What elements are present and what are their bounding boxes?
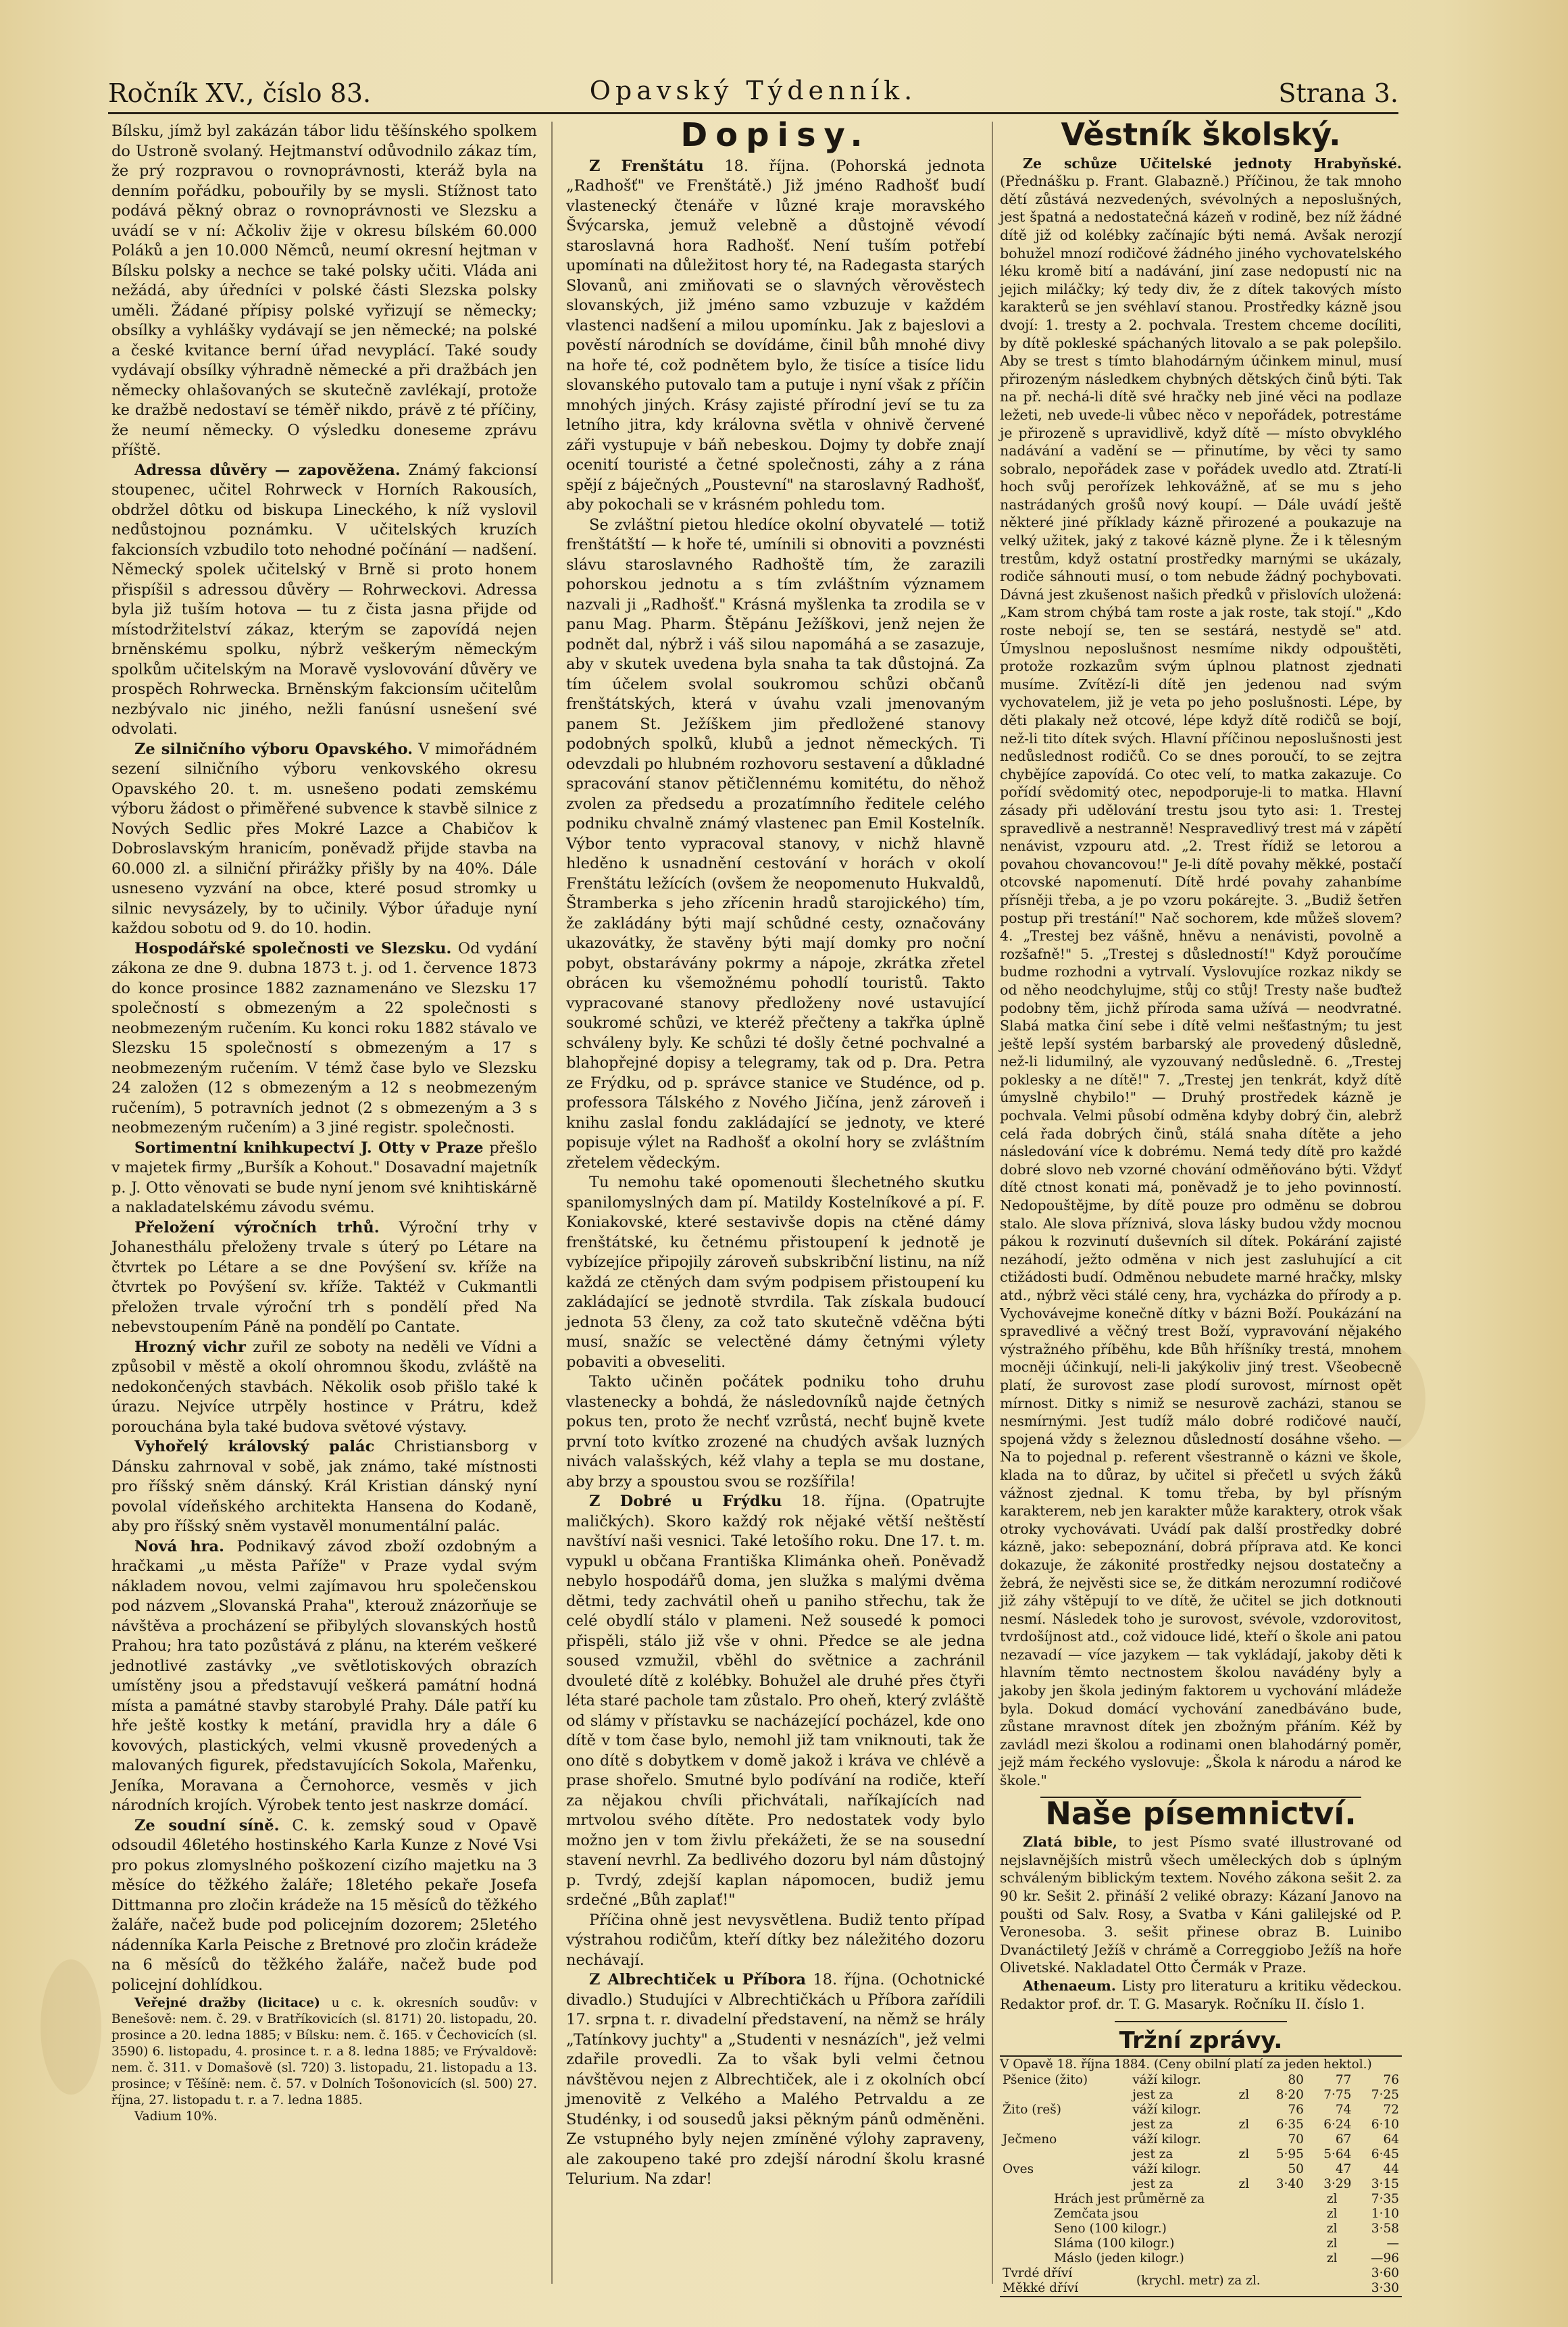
wood-soft: Měkké dříví	[1003, 2280, 1079, 2295]
newspaper-title: Opavský Týdenník.	[589, 76, 917, 105]
news-item	[111, 1537, 537, 1816]
literature-item	[1000, 1833, 1402, 1977]
table-row	[1000, 2132, 1402, 2147]
auctions-text: u c. k. okresních soudův: v Benešově: nem. č. 29. v Bratříkovicích (sl. 8171) 20. listopadu, 20. prosince a 20. ledna 1885; v Bílsku: nem. č. 165. v Čechovicích (sl. 3590) 6. listopadu, 4. prosince t. r. a 8. ledna 1885; ve Frývaldově: nem. č. 311. v Domašově (sl. 720) 3. listopadu, 21. listopadu a 13. prosince; v Těšíně: nem. č. 57. v Dolních Tošonovicích (sl. 500) 27. října, 27. listopadu t. r. a 7. ledna 1885.	[111, 1996, 537, 2107]
table-cell: 8·20	[1275, 2087, 1304, 2102]
item-lead: Hospodářské společnosti ve Slezsku.	[134, 939, 452, 957]
item-text: Výroční trhy v Johanesthálu přeloženy trvale s úterý po Létare na čtvrtek po Létare a se dne Povýšení sv. kříže na čtvrtek po Povýšení sv. kříže. Taktéž v Cukmantli přeložen trvale výroční trh s pondělí před Na nebevstoupením Páně na pondělí po Cantate.	[111, 1218, 538, 1336]
wood-hard-price: 3·60	[1371, 2266, 1399, 2280]
column-left	[111, 122, 537, 2125]
table-cell: Oves	[1003, 2161, 1034, 2176]
table-cell: 1·10	[1371, 2206, 1399, 2221]
table-row	[1000, 2103, 1402, 2118]
item-text: zuřil ze soboty na neděli ve Vídni a způsobil v městě a okolí ohromnou škodu, zvláště na nedokončených stavbách. Několik osob přišlo také k úrazu. Nejvíce utrpěly hostince v Prátru, kdež porouchána byla také budova světové výstavy.	[111, 1338, 537, 1436]
table-cell	[1236, 2073, 1259, 2088]
item-lead: Ze soudní síně.	[134, 1816, 280, 1834]
item-lead: Z Dobré u Frýdku	[589, 1493, 782, 1510]
item-text: Takto učiněn počátek podniku toho druhu vlastenecky a bohdá, že následovníků najde četných pokus ten, proto že nechť vzrůstá, nechť bujně kvete první toto kvítko zrozené na chudých avšak luzných nivách valašských, kéž vlahy a tepla se mu dostane, aby brzy a spoustou svou se rozšířila!	[566, 1373, 985, 1491]
table-row	[1000, 2192, 1402, 2207]
table-row	[1000, 2073, 1402, 2088]
news-item	[111, 461, 537, 740]
item-text: Christiansborg v Dánsku zahrnoval v sobě, jak známo, také místnosti pro říšský sněm dánský. Král Kristian dánský nyní povolal vídeňského architekta Hansena do Kodaně, aby pro říšský sněm vystavěl monumentální palác.	[111, 1438, 537, 1535]
table-cell: 44	[1383, 2161, 1399, 2176]
news-item	[111, 1218, 537, 1338]
item-text: Známý fakcionsí stoupenec, učitel Rohrweck v Horních Rakousích, obdržel dôtku od biskupa Lineckého, k níž vyslovil nedůstojnou poznámku. V učitelských kruzích fakcionsích vzbudilo toto nehodné počínání — nadšení. Německý spolek učitelský v Brně si proto honem přispíšil s adressou důvěry — Rohrweckovi. Adressa byla již tuším hotova — tu z čista jasna přijde od místodržitelství zákaz, kterým se zapovídá nejen brněnskému spolku, nýbrž veškerým německým spolkům učitelským na Moravě vyslovování důvěry ve prospěch Rohrwecka. Brněnským fakcionsím učitelům nezbývalo nic jiného, nežli fanúsní usnešení své odvolati.	[111, 461, 537, 738]
section-heading-school: Věstník školský.	[1061, 116, 1341, 153]
item-lead: Hrozný vichr	[134, 1338, 246, 1356]
table-cell: jest za	[1132, 2147, 1173, 2161]
item-text: 18. října. (Ochotnické divadlo.) Studujíci v Albrechtičkách u Příbora zařídili 17. srpna t. r. divadelní představení, na němž se hrály „Tatínkovy juchty" a „Studenti v nesnázích", jež velmi zdařile provedli. Za to však byli velmi četnou návštěvou nejen z Albrechtiček, ale i z okolních obcí jmenovitě z Velkého a Malého Petrvaldu a ze Studénky, i od sousedů jaksi pěkným pánů odměněni. Ze vstupného byly nejen zmíněné výlohy zapraveny, ale zakoupeno také pro zdejší národní školu krasné Telurium. Na zdar!	[566, 1971, 985, 2188]
literature-lead: Athenaeum.	[1023, 1977, 1116, 1994]
table-cell: zl	[1326, 2206, 1338, 2221]
table-cell: —96	[1370, 2251, 1399, 2266]
news-item	[111, 740, 537, 939]
table-cell: Hrách jest průměrně za	[1054, 2191, 1205, 2206]
literature-item	[1000, 1977, 1402, 2013]
item-text: Příčina ohně jest nevysvětlena. Budiž tento případ výstrahou rodičům, kteří dítky bez náležitého dozoru nechávají.	[566, 1911, 985, 1969]
item-text: Podnikavý závod zboží ozdobným a hračkami „u města Paříže" v Praze vydal svým nákladem novou, velmi zajímavou hru společenskou pod názvem „Slovanská Praha", kterouž znázorňuje se návštěva a procházení se přibylých slovanských hostů Prahou; hra tato pozůstává z plánu, na kterém veškeré jednotlivé zastávky „ve světlotiskových obrazích umístěny jsou a představují veškerá památní hodná místa a památné stavby starobylé Prahy. Dále patří ku hře ještě kostky k metání, pravidla hry a dále 6 kovových, plastických, velmi vkusně provedených a malovaných figurek, představujících Sokola, Mařenku, Jeníka, Moravana a Černohorce, vesměs v jich národních krojích. Výrobek tento jest naskrze domácí.	[111, 1537, 538, 1814]
page-number: Strana 3.	[1278, 78, 1398, 108]
literature-text: Listy pro literaturu a kritiku vědeckou. Redaktor prof. dr. T. G. Masaryk. Ročníku II. číslo 1.	[1000, 1977, 1402, 2012]
item-text: 18. října. (Opatrujte maličkých). Skoro každý rok nějaké větší neštěstí navštíví naši vesnici. Také letošího roku. Dne 17. t. m. vypukl u občana Františka Klimánka oheň. Poněvadž nebylo hospodářů doma, jen služka s malými dvěma dětmi, tedy zachvátil oheň u paniho střechu, tak že celé obydlí stálo v plameni. Než sousedé k pomoci přispěli, stálo již vše v ohni. Předce se ale jedna soused vzmužil, vběhl do světnice a zachránil dvouleté dítě z kolébky. Bohužel ale druhé přes čtyři léta staré pachole tam zůstalo. Pro oheň, který zvláště od slámy v přístavku se nacházející pocházel, kde ono dítě v tom čase bylo, nemohl již tam vniknouti, tak že ono dítě s dobytkem v domě jakož i kráva ve chlévě a prase shořelo. Smutné bylo podívání na rodiče, kteří za nějakou chvíli přichvátali, naříkajících nad mrtvolou svého dítěte. Pro nedostatek vody bylo možno jen v tom živlu překážeti, že se na sousední stavení nevrhl. Za bedlivého dozoru byl nám důstojný p. Tvrdý, zdejší kaplan nápomocen, budiž jemu srdečné „Bůh zaplať!"	[566, 1493, 985, 1909]
page-header	[108, 73, 1398, 114]
table-cell: jest za	[1132, 2117, 1173, 2132]
auctions-lead: Veřejné dražby (licitace)	[134, 1996, 320, 2010]
news-item	[111, 1437, 537, 1537]
table-row	[1000, 2251, 1402, 2266]
table-cell: Ječmeno	[1003, 2132, 1057, 2147]
table-cell: 3·40	[1275, 2176, 1304, 2191]
item-lead: Vyhořelý královský palác	[134, 1438, 375, 1455]
table-cell	[1000, 2118, 1130, 2132]
table-cell: Máslo (jeden kilogr.)	[1054, 2251, 1184, 2266]
letters	[566, 157, 985, 2190]
table-cell: zl	[1238, 2087, 1250, 2102]
school-text: (Přednášku p. Frant. Glabazně.) Příčinou, že tak mnoho dětí zůstává nezvedených, svévolných a neposlušných, jest špatná a nedostatečná kázeň v rodině, bez níž žádné dítě již od kolébky začínajíc býti nemá. Avšak nerozjí bohužel mnozí rodičové žádného jiného vychovatelského léku kromě bití a nadávání, jiní zase nedopustí nic na jejich miláčky; ký tedy div, že z dítek takových místo karakterů se jen svéhlaví stanou. Prostředky kázně jsou dvojí: 1. tresty a 2. pochvala. Trestem chceme docíliti, by dítě pokleské spáchaných litovalo a se pak polepšilo. Aby se trest s tímto blahodárným účinkem minul, musí přirozeným následkem chybných dětských činů býti. Tak na př. nechá-li dítě své hračky neb jiné věci na podlaze ležeti, neb uvede-li vůbec něco v nepořádek, potrestáme je přirozeně s upravidlivě, když dítě — místo obvyklého nadávání a vadění se — přinutíme, by věci ty samo sobralo, nepořádek zase v pořádek uvedlo atd. Ztratí-li hoch svůj perořízek lehkovážně, ať se mu s jeho nastrádaných grošů nový koupí. — Dále uvádí ještě některé jiné příklady kázně přirozené a poukazuje na velký užitek, jaký z takové kázně plyne. Že i k tělesným trestům, když ostatní prostředky marnými se ukázaly, rodiče sáhnouti musí, o tom nebude žádný pochybovati. Dávná jest zkušenost našich předků v přislovích uložená: „Kam strom chýbá tam roste a jak roste, tak stojí." „Kdo roste nebojí se, ten se sestárá, nestydě se" atd. Úmyslnou neposlušnost nesmíme nikdy odpouštěti, protože rozkazům svým úplnou platnost zjednati musíme. Zvítězí-li dítě jen jedenou nad svým vychovatelem, již je veta po jeho poslušnosti. Lépe, by děti plakaly než otcové, lépe když dítě rodičů se bojí, než-li tito dítek svých. Hlavní příčinou neposlušnosti jest nedůslednost rodičů. Co se dnes poroučí, to se zejtra chybějíce zapovídá. Co otec velí, to matka zakazuje. Co pořídí svědomitý otec, nepodporuje-li to matka. Hlavní zásady při udělování trestu jsou tyto asi: 1. Trestej spravedlivě a nestranně! Nespravedlivý trest má v zápětí nenávist, vzpouru atd. „2. Trest řídiž se letorou a povahou chovancovou!" Je-li dítě povahy měkké, postačí otcovské napomenutí. Dítě hrdé povahy zahanbíme přísněji třeba, a je po vzoru pokárejte. 3. „Budiž šetřen postup při trestání!" Nač sochorem, kde můžeš slovem? 4. „Trestej bez vášně, hněvu a nenávisti, povolně a rozšafně!" 5. „Trestej s důsledností!" Když poroučíme budme rozhodni a vytrvalí. Vyslovujíce rozkaz nikdy se od něho neodchylujme, stůj co stůj! Tresty naše buďtež podobny těm, jichž příroda sama užívá — neodvratné. Slabá matka činí sebe i dítě velmi nešťastným; tu jest ještě lepší systém barbarský ale provedený důsledně, než-li lidumilný, ale vyzouvaný nedůsledně. 6. „Trestej poklesky a ne dítě!" 7. „Trestej jen tenkrát, když dítě úmyslně chybilo!" — Druhý prostředek kázně je pochvala. Velmi působí odměna kdyby dobrý čin, alebrž celá řada dobrých činů, stálá snaha dítěte a jeho následování více k dobrému. Nemá tedy dítě pro každé dobré slovo neb vzorné chování odměňováno býti. Vždyť dítě ctnost konati má, poněvadž je to jeho povinností. Nedopouštějme, by dítě pouze pro odměnu se dobrou stalo. Ale slova příznivá, slova lásky budou vždy mocnou pákou k rozvinutí duševních sil dítek. Pokárání zajisté nezáhodí, ježto odměna v nich jest zasluhující a cit ctižádosti budí. Odměnou nebudete marné hračky, mlsky atd., nýbrž věci stálé ceny, hra, vycházka do přírody a p. Vychovávejme konečně dítky v bázni Boží. Poukázání na spravedlivé a věčný trest Boží, vypravování nějakého výstražného příběhu, kde Bůh hříšníky trestá, mnohem mocněji účinkují, neli-li jakýkoliv jiný trest. Všeobecně platí, že surovost zase plodí surovost, mírnost opět mírnost. Ditky s nimiž se nesurově zacházi, stanou se nesmírnými. Jest tudíž málo dobré rodičové naučí, spojená vždy s železnou důsledností dosáhne všeho. — Na to pojednal p. referent všestranně o kázni ve škole, klada na to důraz, by učitel si přečetl u svých žáků vážnost zjednal. K tomu třeba, by byl přísným karakterem, neb jen karakter může karaktery, otrok však otroky vychovávati. Uvádí pak další prostředky dobré kázně, jako: sebepoznání, dobrá příprava atd. Ke konci dokazuje, že zákonité prostředky nejsou dostatečny a žebrá, že nejvěsti sice se, že ditkám nerozumní rodičové již záhy vštěpují to ve dítě, že učitel se jich dotknouti nesmí. Následek toho je surovost, svévole, vzdorovitost, tvrdošíjnost atd., což vidouce lidé, kteří o škole ani patou nezavadí — více jazykem — tak vykládají, jakoby děti k hlavním těmto nectnostem školou navádény byly a jakoby jen škola jediným faktorem u vychování mládeže byla. Dokud domácí vychování zanedbáváno bude, zůstane mravnost dítek jen zbožným přáním. Kéž by zavládl mezi školou a rodinami onen blahodárný poměr, jejž mám řeckého vyslovuje: „Škola k národu a národ ke škole."	[1000, 173, 1402, 1789]
table-row	[1000, 2162, 1402, 2177]
wood-prices	[1000, 2266, 1402, 2296]
literature-lead: Zlatá bible,	[1023, 1834, 1118, 1851]
vadium: Vadium 10%.	[134, 2109, 218, 2124]
table-cell	[1000, 2088, 1130, 2103]
table-row	[1000, 2266, 1402, 2281]
item-lead: Z Albrechtiček u Příbora	[589, 1971, 806, 1988]
table-cell: 50	[1288, 2161, 1304, 2176]
table-row	[1000, 2222, 1402, 2236]
news-item	[566, 1970, 985, 2190]
news-item	[111, 939, 537, 1139]
table-cell: 7·35	[1371, 2191, 1399, 2206]
news-item	[566, 516, 985, 1174]
market-report	[1000, 2055, 1402, 2297]
table-cell: 7·75	[1323, 2087, 1352, 2102]
wood-unit: (krychl. metr) za zl.	[1136, 2273, 1261, 2288]
table-cell: Sláma (100 kilogr.)	[1054, 2236, 1175, 2251]
table-row	[1000, 2147, 1402, 2162]
news-item	[566, 1372, 985, 1492]
table-cell	[1000, 2177, 1130, 2192]
table-cell: 64	[1383, 2132, 1399, 2147]
news-item	[111, 1816, 537, 1996]
column-middle	[566, 116, 985, 2190]
table-cell: 80	[1288, 2072, 1304, 2087]
news-item	[566, 1911, 985, 1971]
wood-hard: Tvrdé dříví	[1003, 2266, 1073, 2280]
table-cell	[1000, 2147, 1130, 2162]
table-cell: 6·24	[1323, 2117, 1352, 2132]
table-cell: Seno (100 kilogr.)	[1054, 2221, 1167, 2236]
section-heading-literature: Naše písemnictví.	[1045, 1795, 1357, 1832]
table-cell: váží kilogr.	[1132, 2072, 1201, 2087]
section-rule	[1115, 2021, 1287, 2022]
market-heading: Tržní zprávy.	[1119, 2027, 1283, 2055]
item-lead: Z Frenštátu	[589, 157, 704, 175]
table-cell: 76	[1288, 2102, 1304, 2117]
table-cell: 76	[1383, 2072, 1399, 2087]
table-cell: Pšenice (žito)	[1003, 2072, 1088, 2087]
item-text: V mimořádném sezení silničního výboru venkovského okresu Opavského 20. t. m. usnešeno podati zemskému výboru žádost o přiměřené subvence k stavbě silnice z Nových Sedlic přes Mokré Lazce a Chabičov k Dobroslavským hranicím, poněvadž přijde stavba na 60.000 zl. a silniční přirážky přišly by na 40%. Dále usneseno vyzvání na obce, které posud stromky u silnic nevysázely, by to učinily. Výbor úřaduje nyní každou sobotu od 9. do 10. hodin.	[111, 740, 538, 937]
table-cell: 6·10	[1371, 2117, 1399, 2132]
table-cell: jest za	[1132, 2176, 1173, 2191]
market-table	[1000, 2073, 1402, 2192]
table-cell: 5·64	[1323, 2147, 1352, 2161]
table-cell: zl	[1238, 2147, 1250, 2161]
item-lead: Adressa důvěry — zapověžena.	[134, 461, 401, 479]
auctions-notice	[111, 1995, 537, 2109]
school-lead: Ze schůze Učitelské jednoty Hrabyňské.	[1023, 155, 1402, 172]
table-row	[1000, 2118, 1402, 2132]
item-lead: Nová hra.	[134, 1537, 224, 1555]
table-cell: Zemčata jsou	[1054, 2206, 1139, 2221]
table-cell: 77	[1335, 2072, 1352, 2087]
table-row	[1000, 2236, 1402, 2251]
section-heading-letters: Dopisy.	[680, 116, 871, 154]
item-text: C. k. zemský soud v Opavě odsoudil 46letého hostinského Karla Kunze z Nové Vsi pro pokus zlomyslného poškození cizího majetku na 3 měsíce do těžkého žaláře; 18letého pekaře Josefa Dittmanna pro zločin krádeže na 15 měsíců do těžkého žaláře, načež bude pod policejním dozorem; 25letého nádenníka Karla Peische z Bretnové pro zločin krádeže na 6 měsíců do těžkého žaláře, načež bude pod policejní dohlídkou.	[111, 1816, 537, 1994]
market-extras-table	[1000, 2192, 1402, 2266]
item-text: Tu nemohu také opomenouti šlechetného skutku spanilomyslných dam pí. Matildy Kostelníkové a pí. F. Koniakovské, které sestavivše dopis na ctěné dámy frenštátské, ku četnému přistoupení k jednotě je vybízejíce připojily zároveň subskribční listinu, na níž každá ze ctěných dam svým podpisem přistoupení ku zakládající se jednotě stvrdila. Tak získala budoucí jednota 53 členy, za což tato skutečně vděčna býti musí, snažíc se velectěné dámy četnými výlety pobaviti a obveseliti.	[566, 1174, 985, 1371]
issue-number: Ročník XV., číslo 83.	[108, 78, 372, 108]
paper-stain	[41, 1959, 101, 2095]
table-cell: zl	[1326, 2251, 1338, 2266]
table-cell: zl	[1238, 2176, 1250, 2191]
table-cell: 6·45	[1371, 2147, 1399, 2161]
item-text: Od vydání zákona ze dne 9. dubna 1873 t. j. od 1. července 1873 do konce prosince 1882 zaznamenáno ve Slezsku 17 společností s obmezeným a 22 společnosti s neobmezeným ručením. Ku konci roku 1882 stávalo ve Slezsku 15 společností s obmezeným a 17 s neobmezeným ručením. V témž čase bylo ve Slezsku 24 založen (12 s obmezeným a 12 s neobmezeným ručením), 5 potravních jednot (2 s obmezeným a 3 s neobmezeným ručením) a 3 jiné registr. společnosti.	[111, 939, 537, 1136]
table-cell: váží kilogr.	[1132, 2161, 1201, 2176]
table-cell: jest za	[1132, 2087, 1173, 2102]
table-cell: 72	[1383, 2102, 1399, 2117]
header-rule	[108, 112, 1398, 114]
table-cell	[1236, 2103, 1259, 2118]
item-lead: Sortimentní knihkupectví J. Otty v Praze	[134, 1139, 484, 1157]
news-item	[111, 122, 537, 461]
wood-soft-price: 3·30	[1371, 2280, 1399, 2295]
column-divider	[992, 122, 993, 2284]
column-divider	[551, 122, 553, 2284]
table-row	[1000, 2207, 1402, 2222]
table-cell: zl	[1238, 2117, 1250, 2132]
table-cell: 67	[1335, 2132, 1352, 2147]
column-right	[1000, 116, 1402, 2297]
table-cell	[1236, 2162, 1259, 2177]
market-subhead: V Opavě 18. října 1884. (Ceny obilní platí za jeden hektol.)	[1000, 2057, 1372, 2072]
news-item	[566, 1173, 985, 1372]
table-cell: 7·25	[1371, 2087, 1399, 2102]
table-cell: zl	[1326, 2236, 1338, 2251]
table-cell	[1236, 2132, 1259, 2147]
school-report	[1000, 155, 1402, 1790]
literature-text: to jest Písmo svaté illustrované od nejslavnějších mistrů všech uměleckých dob s úplným schváleným biblickým textem. Nového zákona sešit 2. za 90 kr. Sešit 2. přináší 2 veliké obrazy: Kázaní Janovo na poušti od Salv. Rosy, a Svatba v Káni galilejské od P. Veronesoba. 3. sešit přinese obraz B. Luinibo Dvanáctiletý Ježíš v chrámě a Correggiobo Ježíš na hoře Olivetské. Nakladatel Otto Čermák v Praze.	[1000, 1834, 1402, 1976]
table-cell: váží kilogr.	[1132, 2102, 1201, 2117]
table-cell: 5·95	[1275, 2147, 1304, 2161]
table-cell: 3·15	[1371, 2176, 1399, 2191]
table-cell: váží kilogr.	[1132, 2132, 1201, 2147]
table-cell: zl	[1326, 2191, 1338, 2206]
item-lead: Přeložení výročních trhů.	[134, 1218, 380, 1236]
news-items	[111, 122, 537, 1995]
item-text: 18. října. (Pohorská jednota „Radhošť" ve Frenštátě.) Již jméno Radhošť budí vlastenecký čtenáře v lůzné kraje moravského Švýcarska, jemuž velebně a důstojně vévodí staroslavná hora Radhošť. Není tuším potřebí upomínati na důležitost hory té, na Radegasta starých Slovanů, ani zmiňovati se o slavných věrověstech slovanských, již jméno samo vzbuzuje v každém vlastenci nadšení a milou upomínku. Jak z bajeslovi a pověstí národních se dovídáme, činil bůh mnohé divy na hoře té, což podnětem bylo, že tisíce a tisíce lidu slovanského putovalo tam a putuje i nyní však z příčin mnohých jiných. Krásy zajisté přírodní jeví se tu za letního jitra, kdy královna světla v ohnivě červené záři vystupuje v báň nebeskou. Dojmy ty dobře znají ocenití touristé a četné společnosti, záhy a z rána spějí z báječných „Poustevní" na staroslavný Radhošť, aby pokochali se v krásném pohledu tom.	[566, 157, 985, 514]
item-text: Se zvláštní pietou hledíce okolní obyvatelé — totiž frenštátští — k hoře té, umínili si obnoviti a povznésti slávu staroslavného Radhoště tím, že zarazili pohorskou jednotu a s tím zvláštním významem nazvali ji „Radhošť." Krásná myšlenka ta zrodila se v panu Mag. Pharm. Štěpánu Ježíškovi, jenž nejen že podnět dal, nýbrž i váš silou napomáhá a se zasazuje, aby v skutek uvedena byla snaha ta tak důstojná. Za tím účelem svolal soukromou schůzi občanů frenštátských, která v úvahu vzali jmenovaným panem St. Ježíškem jim předložené stanovy podobných spolků, klubů a jednot německých. Ti odevzdali po hlubném rozhovoru sestavení a důkladné spracování stanov pětičlennému komitétu, do něhož zvolen za předsedu a prozatímního ředitele celého podniku chvalně známý vlastenec pan Emil Kostelník. Výbor tento vypracoval stanovy, v nichž hlavně hleděno k usnadnění cestování v horách v okolí Frenštátu ležících (ovšem že neopomenuto Hukvaldů, Štramberka s jeho zřícenin hradů starojického) tím, že zakládány býti mají schůdné cesty, označovány ukazovátky, že stavěny býti mají domky pro noční pobyt, obstarávány pokrmy a nápoje, zkrátka zřetel obrácen ku všemožnému pohodlí touristů. Takto vypracované stanovy předloženy nové ustavující soukromé schůzi, ve kteréž přečteny a takřka úplně schváleny byly. Ke schůzi té došly četné pochvalné a blahopřejné dopisy a telegramy, tak od p. Dra. Petra ze Frýdku, od p. správce stanice ve Studénce, od p. professora Tálského z Nového Jičína, jenž zároveň i knihu zaslal fondu zakládající se jednoty, ve které popisuje výlet na Radhošť a okolní hory se zvláštním zřetelem vědeckým.	[566, 516, 985, 1172]
table-cell: —	[1386, 2236, 1399, 2251]
table-cell: Žito (reš)	[1003, 2102, 1061, 2117]
news-item	[111, 1338, 537, 1438]
news-item	[566, 157, 985, 516]
table-row	[1000, 2088, 1402, 2103]
item-text: Bílsku, jímž byl zakázán tábor lidu těšínského spolkem do Ustroně svolaný. Hejtmanství odůvodnilo zákaz tím, že prý rozpravou o rovnoprávnosti, kteráž byla na denním pořádku, pobouřily by se mysli. Stížnost tato podává pěkný obraz o rovnoprávnosti ve Slezsku a uvádí se v ní: Ačkoliv žije v okresu bílském 60.000 Poláků a jen 10.000 Němců, neumí okresní hejtman v Bílsku polsky a nechce se také polsky učiti. Vláda ani nežádá, aby úředníci v polské části Slezska polsky uměli. Žádané přípisy polské vyřizují se německy; obsílky a vyhlášky vydávají se jen německé; na polské a české kvitance berní úřad nevyplácí. Také soudy vydávají obsílky výhradně německé a při dražbách jen německy ohlašovaných se skutečně zavlékají, protože ke dražbě nedostaví se téměř nikdo, právě z té příčiny, že neumí německy. O výsledku doneseme zprávu příště.	[111, 122, 537, 459]
table-cell: 70	[1288, 2132, 1304, 2147]
table-row	[1000, 2177, 1402, 2192]
table-cell: 74	[1335, 2102, 1352, 2117]
item-lead: Ze silničního výboru Opavského.	[134, 740, 413, 758]
news-item	[111, 1139, 537, 1218]
table-cell: 3·58	[1371, 2221, 1399, 2236]
table-cell: 47	[1335, 2161, 1352, 2176]
table-cell: zl	[1326, 2221, 1338, 2236]
item-text: přešlo v majetek firmy „Buršík a Kohout." Dosavadní majetník p. J. Otto věnovati se bude nyní jenom své knihtiskárně a nakladatelskému závodu svému.	[111, 1139, 537, 1216]
news-item	[566, 1492, 985, 1911]
table-cell: 6·35	[1275, 2117, 1304, 2132]
table-cell: 3·29	[1323, 2176, 1352, 2191]
